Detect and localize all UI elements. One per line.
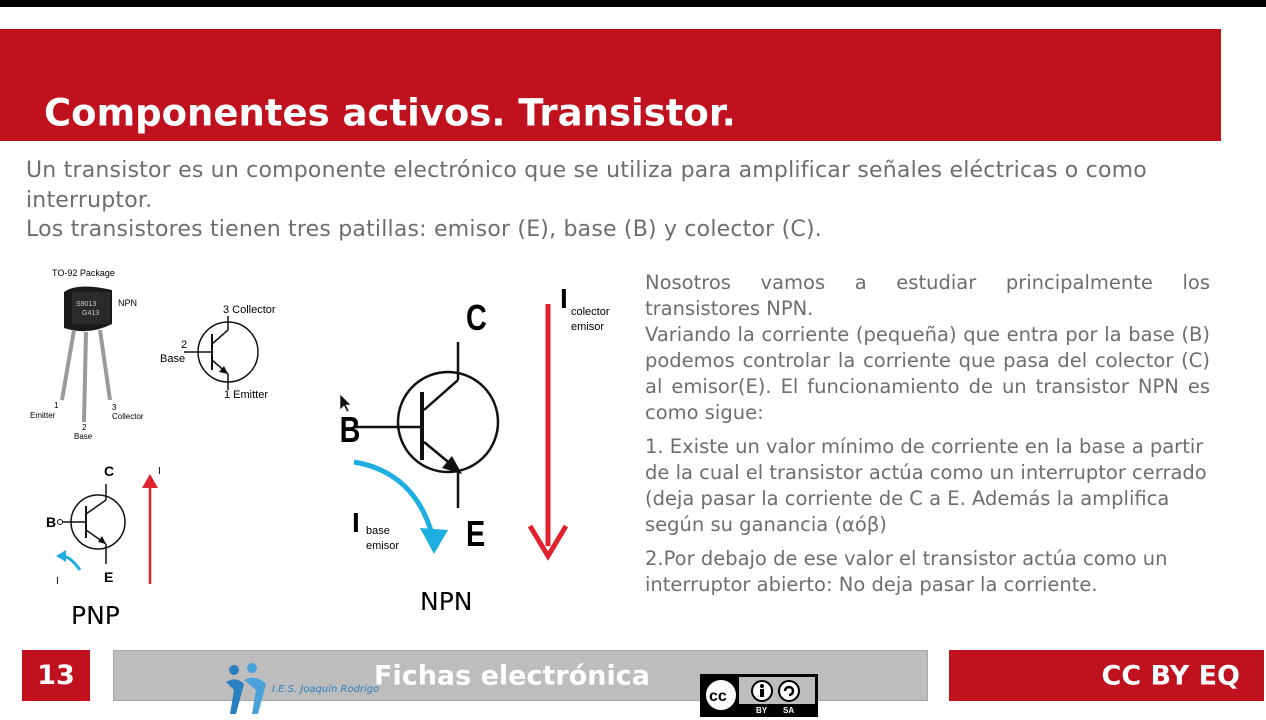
pnp-e-label: E <box>104 569 114 585</box>
explanation-text <box>645 270 1210 598</box>
symbol-emitter-label: 1 Emitter <box>224 389 269 401</box>
cc-by-text: BY <box>756 706 768 715</box>
npn-b-label: B <box>339 408 361 450</box>
npn-i-collector-sub1: colector <box>571 306 610 318</box>
pin-3-label: Collector <box>112 412 144 421</box>
intro-text <box>26 156 1216 245</box>
symbol-base-number: 2 <box>181 339 188 351</box>
npn-c-label: C <box>466 296 487 338</box>
pin-2-number: 2 <box>82 423 87 432</box>
pnp-label: PNP <box>71 601 120 630</box>
chip-marking-1: S9013 <box>76 301 97 308</box>
npn-e-label: E <box>466 512 486 554</box>
symbol-base-label: Base <box>160 353 186 365</box>
transistor-face <box>72 292 110 324</box>
to92-package-diagram <box>28 262 300 446</box>
pin-1-label: Emitter <box>30 411 56 420</box>
creative-commons-badge <box>700 674 818 717</box>
npn-i-base: I <box>352 507 360 538</box>
explanation-step-2: 2.Por debajo de ese valor el transistor actúa como un interruptor abierto: No deja pasar la corriente. <box>645 547 1168 596</box>
pnp-c-label: C <box>104 463 115 479</box>
cc-by-sa-icon <box>701 675 817 716</box>
pnp-i-collector: I <box>158 466 161 477</box>
npn-diagram <box>338 272 628 572</box>
pnp-diagram <box>40 460 200 590</box>
explanation-step-1: 1. Existe un valor mínimo de corriente en la base a partir de la cual el transistor actúa como un interruptor cerrado (deja pasar la corriente de C a E. Además la amplifica según su ganancia (αóβ) <box>645 435 1207 536</box>
cc-sa-text: SA <box>783 706 795 715</box>
npn-i-collector: I <box>560 283 568 314</box>
pin-2-label: Base <box>74 432 93 441</box>
pnp-i-base: I <box>56 576 59 587</box>
pnp-b-label: B <box>46 514 57 530</box>
top-black-bar <box>0 0 1266 7</box>
npn-package-label: NPN <box>118 298 138 308</box>
npn-symbol-circle <box>398 372 498 472</box>
page-number: 13 <box>22 650 90 701</box>
pin-1-number: 1 <box>54 401 59 410</box>
intro-line-1: Un transistor es un componente electrónico que se utiliza para amplificar señales eléctricas o como interruptor. <box>26 158 1147 213</box>
intro-line-2: Los transistores tienen tres patillas: emisor (E), base (B) y colector (C). <box>26 217 822 242</box>
svg-text:cc: cc <box>709 688 727 705</box>
explanation-p1: Nosotros vamos a estudiar principalmente los transistores NPN. <box>645 271 1210 320</box>
license-bar <box>949 650 1264 701</box>
school-name: I.E.S. Joaquín Rodrigo <box>272 684 380 695</box>
school-logo <box>222 662 397 716</box>
npn-label: NPN <box>420 587 473 616</box>
explanation-p2: Variando la corriente (pequeña) que entra por la base (B) podemos controlar la corriente que pasa del colector (C) al emisor(E). El funcionamiento de un transistor NPN es como sigue: <box>645 323 1210 424</box>
slide-header <box>0 29 1221 141</box>
slide-title: Componentes activos. Transistor. <box>44 91 736 135</box>
npn-i-base-sub1: base <box>366 525 390 537</box>
school-logo-icon <box>222 662 272 716</box>
footer-title: Fichas electrónica <box>374 660 650 691</box>
license-text: CC BY EQ <box>1101 660 1240 691</box>
npn-i-base-sub2: emisor <box>366 540 400 552</box>
chip-marking-2: G413 <box>82 310 100 317</box>
npn-base-current-arrow <box>354 462 432 534</box>
pin-3-number: 3 <box>112 403 117 412</box>
package-label: TO-92 Package <box>52 268 115 278</box>
npn-i-collector-sub2: emisor <box>571 321 605 333</box>
symbol-collector-label: 3 Collector <box>223 304 276 316</box>
